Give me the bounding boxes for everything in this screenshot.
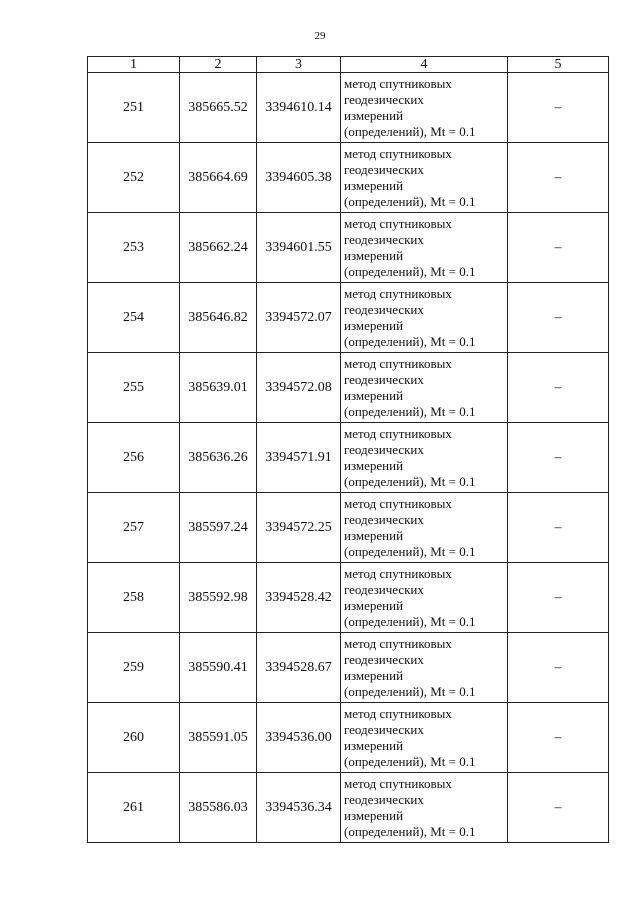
table-row — [88, 283, 609, 353]
coordinate-x: 385590.41 — [180, 633, 257, 703]
column-header-4: 4 — [341, 57, 508, 73]
point-number: 255 — [88, 353, 180, 423]
method-line: метод спутниковых — [344, 705, 452, 721]
coordinate-y: 3394610.14 — [257, 73, 341, 143]
method-line: геодезических — [344, 721, 424, 737]
method-line: геодезических — [344, 441, 424, 457]
note-dash: – — [508, 353, 609, 423]
header-row — [88, 57, 609, 73]
coordinate-y: 3394528.42 — [257, 563, 341, 633]
method-line: измерений — [344, 807, 404, 823]
method-description — [341, 213, 508, 283]
coordinate-y: 3394572.25 — [257, 493, 341, 563]
method-line: (определений), Mt = 0.1 — [344, 543, 476, 559]
note-dash: – — [508, 493, 609, 563]
coordinate-x: 385662.24 — [180, 213, 257, 283]
table-row — [88, 73, 609, 143]
method-line: метод спутниковых — [344, 495, 452, 511]
point-number: 256 — [88, 423, 180, 493]
table-row — [88, 773, 609, 843]
table-row — [88, 633, 609, 703]
method-line: измерений — [344, 527, 404, 543]
coordinate-x: 385665.52 — [180, 73, 257, 143]
coordinates-table — [87, 56, 609, 843]
method-description — [341, 493, 508, 563]
method-description — [341, 633, 508, 703]
method-line: метод спутниковых — [344, 775, 452, 791]
table-row — [88, 213, 609, 283]
point-number: 251 — [88, 73, 180, 143]
column-header-3: 3 — [257, 57, 341, 73]
note-dash: – — [508, 773, 609, 843]
note-dash: – — [508, 633, 609, 703]
method-line: (определений), Mt = 0.1 — [344, 403, 476, 419]
coordinate-x: 385591.05 — [180, 703, 257, 773]
coordinate-y: 3394572.07 — [257, 283, 341, 353]
note-dash: – — [508, 73, 609, 143]
coordinate-x: 385639.01 — [180, 353, 257, 423]
method-line: геодезических — [344, 91, 424, 107]
method-line: геодезических — [344, 581, 424, 597]
note-dash: – — [508, 423, 609, 493]
table-row — [88, 423, 609, 493]
method-line: метод спутниковых — [344, 635, 452, 651]
coordinate-y: 3394536.34 — [257, 773, 341, 843]
method-line: (определений), Mt = 0.1 — [344, 263, 476, 279]
method-line: геодезических — [344, 791, 424, 807]
table-row — [88, 493, 609, 563]
method-line: метод спутниковых — [344, 355, 452, 371]
method-line: измерений — [344, 247, 404, 263]
coordinate-x: 385664.69 — [180, 143, 257, 213]
coordinate-y: 3394571.91 — [257, 423, 341, 493]
coordinate-x: 385586.03 — [180, 773, 257, 843]
method-line: метод спутниковых — [344, 425, 452, 441]
method-description — [341, 773, 508, 843]
point-number: 261 — [88, 773, 180, 843]
method-description — [341, 563, 508, 633]
method-line: измерений — [344, 107, 404, 123]
method-description — [341, 423, 508, 493]
coordinate-y: 3394605.38 — [257, 143, 341, 213]
method-line: геодезических — [344, 161, 424, 177]
method-description — [341, 353, 508, 423]
method-line: метод спутниковых — [344, 565, 452, 581]
table-row — [88, 353, 609, 423]
coordinate-x: 385646.82 — [180, 283, 257, 353]
note-dash: – — [508, 213, 609, 283]
coordinate-y: 3394601.55 — [257, 213, 341, 283]
coordinate-x: 385636.26 — [180, 423, 257, 493]
method-line: измерений — [344, 457, 404, 473]
table-row — [88, 143, 609, 213]
method-description — [341, 143, 508, 213]
point-number: 254 — [88, 283, 180, 353]
method-line: геодезических — [344, 511, 424, 527]
point-number: 253 — [88, 213, 180, 283]
method-line: геодезических — [344, 231, 424, 247]
note-dash: – — [508, 283, 609, 353]
point-number: 258 — [88, 563, 180, 633]
method-line: метод спутниковых — [344, 75, 452, 91]
method-line: геодезических — [344, 651, 424, 667]
method-line: (определений), Mt = 0.1 — [344, 123, 476, 139]
table-header — [88, 57, 609, 73]
column-header-5: 5 — [508, 57, 609, 73]
table-row — [88, 703, 609, 773]
note-dash: – — [508, 563, 609, 633]
method-line: (определений), Mt = 0.1 — [344, 473, 476, 489]
coordinate-y: 3394528.67 — [257, 633, 341, 703]
method-line: измерений — [344, 667, 404, 683]
method-line: измерений — [344, 177, 404, 193]
coordinate-y: 3394572.08 — [257, 353, 341, 423]
note-dash: – — [508, 143, 609, 213]
coordinate-x: 385597.24 — [180, 493, 257, 563]
point-number: 252 — [88, 143, 180, 213]
method-line: измерений — [344, 387, 404, 403]
method-line: измерений — [344, 737, 404, 753]
coordinate-y: 3394536.00 — [257, 703, 341, 773]
method-line: (определений), Mt = 0.1 — [344, 823, 476, 839]
method-line: метод спутниковых — [344, 145, 452, 161]
method-line: (определений), Mt = 0.1 — [344, 193, 476, 209]
note-dash: – — [508, 703, 609, 773]
method-line: измерений — [344, 317, 404, 333]
method-line: геодезических — [344, 371, 424, 387]
table-body — [88, 73, 609, 843]
page-number: 29 — [314, 30, 326, 42]
method-description — [341, 73, 508, 143]
method-line: (определений), Mt = 0.1 — [344, 683, 476, 699]
point-number: 257 — [88, 493, 180, 563]
method-description — [341, 283, 508, 353]
column-header-2: 2 — [180, 57, 257, 73]
method-line: измерений — [344, 597, 404, 613]
column-header-1: 1 — [88, 57, 180, 73]
point-number: 259 — [88, 633, 180, 703]
method-line: геодезических — [344, 301, 424, 317]
method-description — [341, 703, 508, 773]
coordinate-x: 385592.98 — [180, 563, 257, 633]
point-number: 260 — [88, 703, 180, 773]
method-line: метод спутниковых — [344, 215, 452, 231]
table-row — [88, 563, 609, 633]
method-line: метод спутниковых — [344, 285, 452, 301]
method-line: (определений), Mt = 0.1 — [344, 333, 476, 349]
method-line: (определений), Mt = 0.1 — [344, 753, 476, 769]
method-line: (определений), Mt = 0.1 — [344, 613, 476, 629]
